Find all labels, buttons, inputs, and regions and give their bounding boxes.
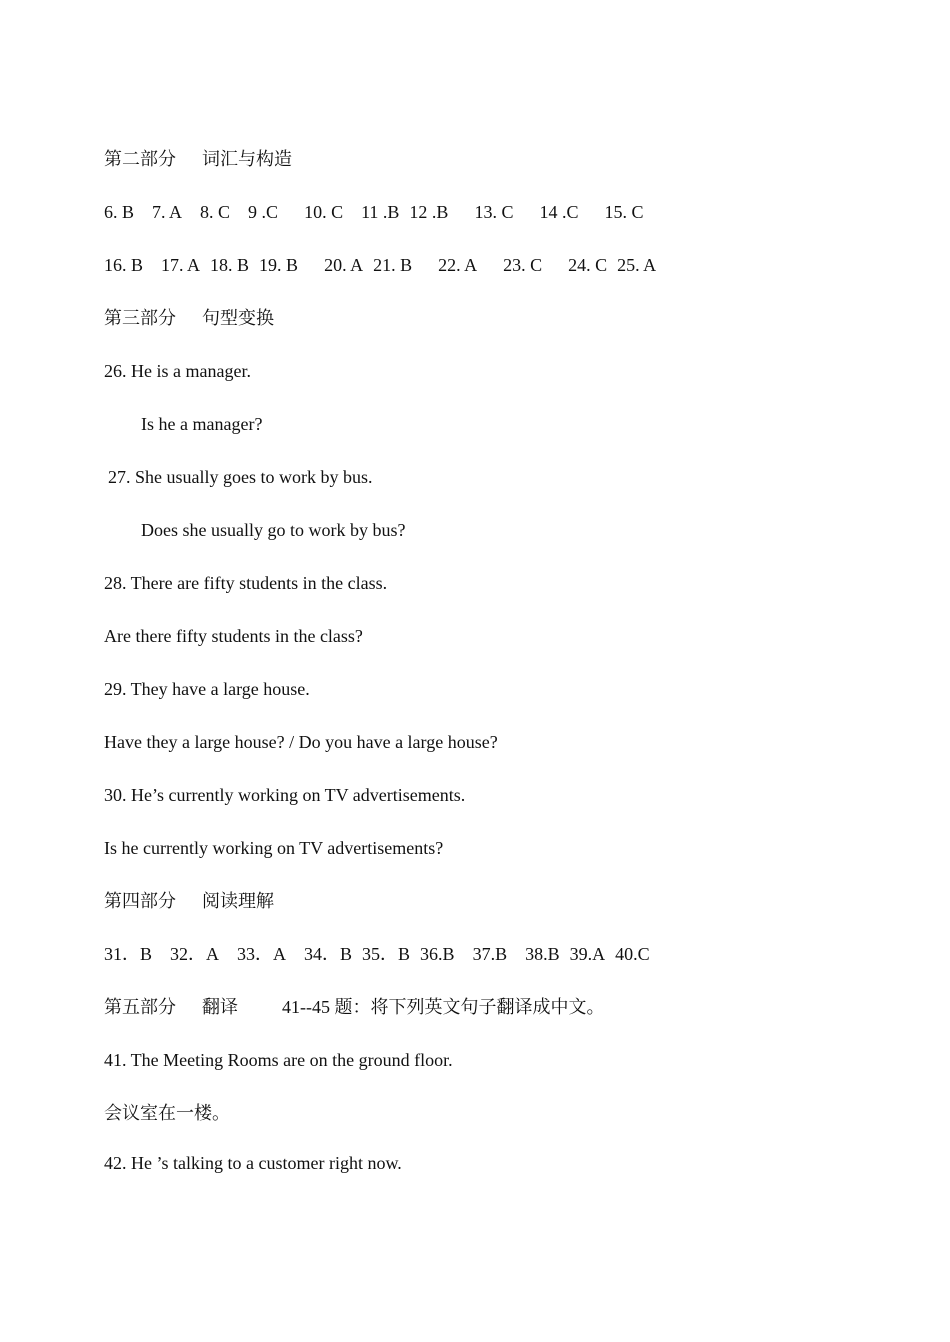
answer-38: 38.B — [525, 944, 560, 964]
answer-9: 9 .C — [248, 202, 279, 222]
answer-21: 21. B — [373, 255, 413, 275]
part4-title: 阅读理解 — [202, 891, 274, 911]
part4-heading-line — [104, 889, 274, 913]
part2-answers-row2 — [104, 253, 656, 277]
answer-13: 13. C — [474, 202, 514, 222]
answer-18: 18. B — [210, 255, 250, 275]
answer-16: 16. B — [104, 255, 144, 275]
question-26: 26. He is a manager. — [104, 361, 251, 381]
answer-19: 19. B — [259, 255, 299, 275]
answer-35: 35．B — [362, 944, 411, 964]
answer-14: 14 .C — [539, 202, 579, 222]
answer-8: 8. C — [200, 202, 231, 222]
part5-heading-line — [104, 995, 605, 1019]
answer-27-text: Does she usually go to work by bus? — [141, 520, 406, 540]
answer-34: 34．B — [304, 944, 353, 964]
answer-28-text: Are there fifty students in the class? — [104, 626, 363, 646]
answer-11: 11 .B — [361, 202, 400, 222]
question-28: 28. There are fifty students in the class. — [104, 573, 388, 593]
question-27: 27. She usually goes to work by bus. — [108, 467, 373, 487]
part3-title: 句型变换 — [202, 308, 274, 328]
part2-title: 词汇与构造 — [202, 149, 292, 169]
answer-25: 25. A — [617, 255, 657, 275]
part3-heading: 第三部分 — [104, 308, 176, 328]
answer-6: 6. B — [104, 202, 135, 222]
answer-26-text: Is he a manager? — [141, 414, 263, 434]
answer-30-text: Is he currently working on TV advertisements? — [104, 838, 444, 858]
part3-heading-line — [104, 306, 274, 330]
part2-answers-row1 — [104, 200, 643, 224]
answer-31: 31．B — [104, 944, 153, 964]
answer-41-text: 会议室在一楼。 — [104, 1103, 230, 1123]
answer-24: 24. C — [568, 255, 608, 275]
answer-39: 39.A — [569, 944, 606, 964]
answer-23: 23. C — [503, 255, 543, 275]
part2-heading: 第二部分 — [104, 149, 176, 169]
answer-32: 32．A — [170, 944, 220, 964]
answer-37: 37.B — [472, 944, 508, 964]
part5-title: 翻译 — [202, 997, 238, 1017]
answer-40: 40.C — [615, 944, 650, 964]
answer-15: 15. C — [604, 202, 644, 222]
answer-29-text: Have they a large house? / Do you have a large house? — [104, 732, 498, 752]
answer-7: 7. A — [152, 202, 183, 222]
answer-33: 33．A — [237, 944, 287, 964]
part5-heading: 第五部分 — [104, 997, 176, 1017]
question-30: 30. He’s currently working on TV advertisements. — [104, 785, 466, 805]
answer-12: 12 .B — [409, 202, 449, 222]
question-41: 41. The Meeting Rooms are on the ground floor. — [104, 1050, 453, 1070]
answer-22: 22. A — [438, 255, 478, 275]
answer-20: 20. A — [324, 255, 364, 275]
answer-10: 10. C — [304, 202, 344, 222]
question-42: 42. He ’s talking to a customer right now. — [104, 1153, 402, 1173]
part2-heading-line — [104, 147, 292, 171]
answer-36: 36.B — [420, 944, 455, 964]
part4-heading: 第四部分 — [104, 891, 176, 911]
question-29: 29. They have a large house. — [104, 679, 310, 699]
part4-answers-row — [104, 942, 650, 966]
part5-instruction: 41--45 题：将下列英文句子翻译成中文。 — [282, 997, 605, 1017]
answer-17: 17. A — [161, 255, 201, 275]
